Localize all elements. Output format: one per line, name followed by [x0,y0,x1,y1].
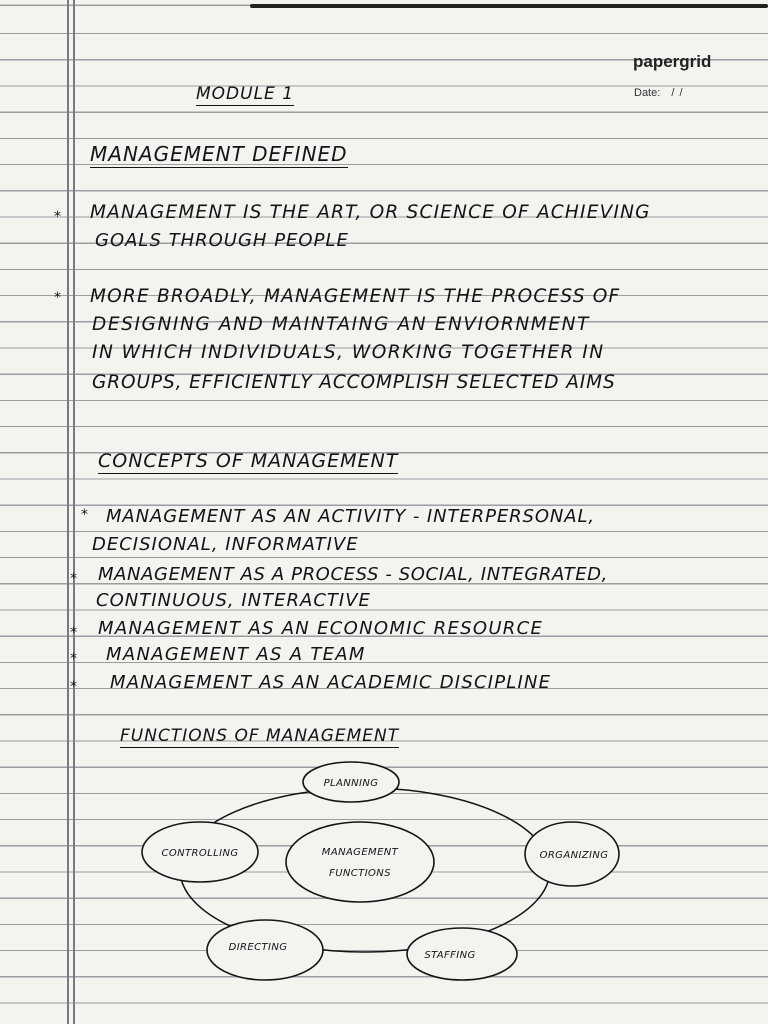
date-value: / / [671,87,684,99]
node-label: CONTROLLING [161,848,239,859]
center-node [286,822,434,902]
definition-line: MORE BROADLY, MANAGEMENT IS THE PROCESS OF [90,286,621,307]
module-title: MODULE 1 [196,84,295,104]
concept-line: DECISIONAL, INFORMATIVE [92,534,359,555]
concept-line: CONTINUOUS, INTERACTIVE [96,590,371,611]
node-label: STAFFING [424,950,476,961]
definition-line: IN WHICH INDIVIDUALS, WORKING TOGETHER IN [92,342,605,363]
functions-heading: FUNCTIONS OF MANAGEMENT [120,726,400,746]
bullet-star: * [81,507,88,523]
bullet-star: * [70,651,77,667]
definition-line: DESIGNING AND MAINTAING AN ENVIORNMENT [92,314,590,335]
bullet-star: * [54,209,61,225]
definition-line: GROUPS, EFFICIENTLY ACCOMPLISH SELECTED AIMS [92,372,616,393]
concepts-heading: CONCEPTS OF MANAGEMENT [98,450,399,472]
bullet-star: * [70,571,77,587]
center-label: FUNCTIONS [329,868,391,879]
node-label: ORGANIZING [539,850,609,861]
concept-line: MANAGEMENT AS AN ACTIVITY - INTERPERSONAL, [106,506,596,527]
node-label: PLANNING [323,778,379,789]
bullet-star: * [54,290,61,306]
bullet-star: * [70,625,77,641]
concept-line: MANAGEMENT AS AN ACADEMIC DISCIPLINE [110,672,552,693]
bullet-star: * [70,679,77,695]
concept-line: MANAGEMENT AS A PROCESS - SOCIAL, INTEGRATED, [98,564,608,585]
definition-heading: MANAGEMENT DEFINED [90,142,348,166]
date-label: Date: [634,87,661,99]
center-label: MANAGEMENT [321,847,399,858]
node-label: DIRECTING [228,942,288,953]
concept-line: MANAGEMENT AS AN ECONOMIC RESOURCE [98,618,544,639]
definition-line: MANAGEMENT IS THE ART, OR SCIENCE OF ACHIEVING [90,202,651,223]
definition-line: GOALS THROUGH PEOPLE [95,230,349,251]
concept-line: MANAGEMENT AS A TEAM [106,644,366,665]
brand-logo: papergrid [633,52,712,71]
